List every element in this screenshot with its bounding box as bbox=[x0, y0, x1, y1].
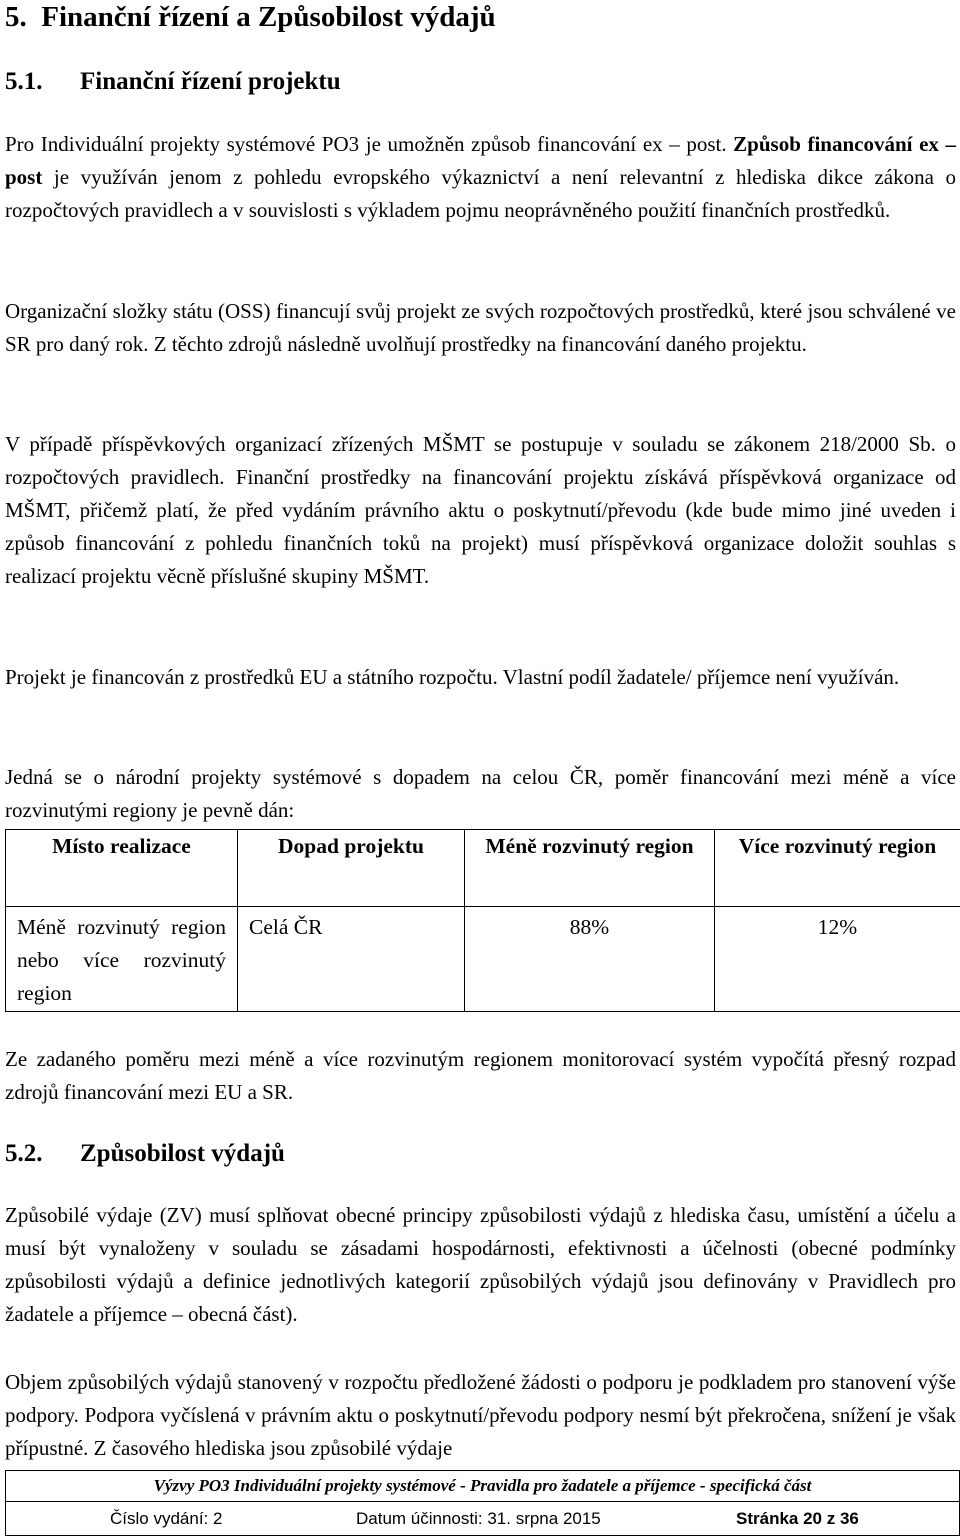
paragraph-oss: Organizační složky státu (OSS) financují svůj projekt ze svých rozpočtových prostředků, které jsou schválené ve SR pro daný rok. Z těchto zdrojů následně uvolňují prostředky na financování daného projektu. bbox=[5, 299, 956, 356]
section-number: 5.2. bbox=[5, 1140, 43, 1167]
paragraph-text: je využíván jenom z pohledu evropského výkaznictví a není relevantní z hlediska dikce zákona o rozpočtových pravidlech a v souvislosti s výkladem pojmu neoprávněného použití finančních prostředků. bbox=[5, 165, 956, 222]
paragraph-financing-mode bbox=[5, 128, 956, 227]
chapter-number: 5. bbox=[5, 1, 27, 33]
table-header-cell: Místo realizace bbox=[6, 830, 238, 907]
table-cell: 88% bbox=[465, 907, 715, 1012]
table-header-cell: Dopad projektu bbox=[238, 830, 465, 907]
section-title: Finanční řízení projektu bbox=[80, 68, 341, 95]
chapter-title: Finanční řízení a Způsobilost výdajů bbox=[41, 1, 496, 33]
table-header-cell: Méně rozvinutý region bbox=[465, 830, 715, 907]
page-footer bbox=[5, 1470, 960, 1536]
table-header-row bbox=[6, 830, 960, 907]
paragraph-eligible-expenses: Způsobilé výdaje (ZV) musí splňovat obecné principy způsobilosti výdajů z hlediska času, umístění a účelu a musí být vynaloženy v souladu se zásadami hospodárnosti, efektivnosti a účelnosti (obecné podmínky způsobilosti výdajů a definice jednotlivých kategorií způsobilých výdajů jsou definovány v Pravidlech pro žadatele a příjemce – obecná část). bbox=[5, 1203, 956, 1326]
bold-term: Způsob financování ex – post bbox=[5, 132, 956, 189]
section-heading-5-2 bbox=[5, 1139, 285, 1169]
table-header-cell: Více rozvinutý region bbox=[715, 830, 960, 907]
paragraph-eligible-volume: Objem způsobilých výdajů stanovený v rozpočtu předložené žádosti o podporu je podkladem pro stanovení výše podpory. Podpora vyčíslená v právním aktu o poskytnutí/převodu podpory nesmí být překročena, snížení je však přípustné. Z časového hlediska jsou způsobilé výdaje bbox=[5, 1370, 956, 1460]
footer-effective-date: Datum účinnosti: 31. srpna 2015 bbox=[356, 1509, 601, 1528]
section-title: Způsobilost výdajů bbox=[80, 1140, 285, 1167]
paragraph-region-ratio: Jedná se o národní projekty systémové s dopadem na celou ČR, poměr financování mezi méně a více rozvinutými regiony je pevně dán: bbox=[5, 765, 956, 822]
footer-title: Výzvy PO3 Individuální projekty systémové - Pravidla pro žadatele a příjemce - specifická část bbox=[6, 1471, 959, 1502]
paragraph-funding-source: Projekt je financován z prostředků EU a státního rozpočtu. Vlastní podíl žadatele/ příjemce není využíván. bbox=[5, 665, 900, 689]
table-cell: Celá ČR bbox=[238, 907, 465, 1012]
paragraph-contributory-orgs: V případě příspěvkových organizací zřízených MŠMT se postupuje v souladu se zákonem 218/2000 Sb. o rozpočtových pravidlech. Finanční prostředky na financování projektu získává příspěvková organizace od MŠMT, přičemž platí, že před vydáním právního aktu o poskytnutí/převodu (kde bude mimo jiné uveden i způsob financování z pohledu finančních toků na projekt) musí příspěvková organizace doložit souhlas s realizací projektu věcně příslušné skupiny MŠMT. bbox=[5, 432, 956, 588]
section-heading-5-1 bbox=[5, 67, 341, 97]
paragraph-text: Pro Individuální projekty systémové PO3 je umožněn způsob financování ex – post. bbox=[5, 132, 734, 156]
footer-info-row bbox=[6, 1502, 959, 1535]
section-number: 5.1. bbox=[5, 68, 43, 95]
table-cell: 12% bbox=[715, 907, 960, 1012]
table-row bbox=[6, 907, 960, 1012]
table-cell: Méně rozvinutý region nebo více rozvinutý region bbox=[6, 907, 238, 1012]
region-ratio-table bbox=[5, 829, 960, 1012]
paragraph-monitoring-system: Ze zadaného poměru mezi méně a více rozvinutým regionem monitorovací systém vypočítá přesný rozpad zdrojů financování mezi EU a SR. bbox=[5, 1047, 956, 1104]
chapter-heading bbox=[5, 0, 496, 34]
footer-issue-number: Číslo vydání: 2 bbox=[110, 1509, 223, 1528]
footer-page-number: Stránka 20 z 36 bbox=[736, 1509, 859, 1528]
